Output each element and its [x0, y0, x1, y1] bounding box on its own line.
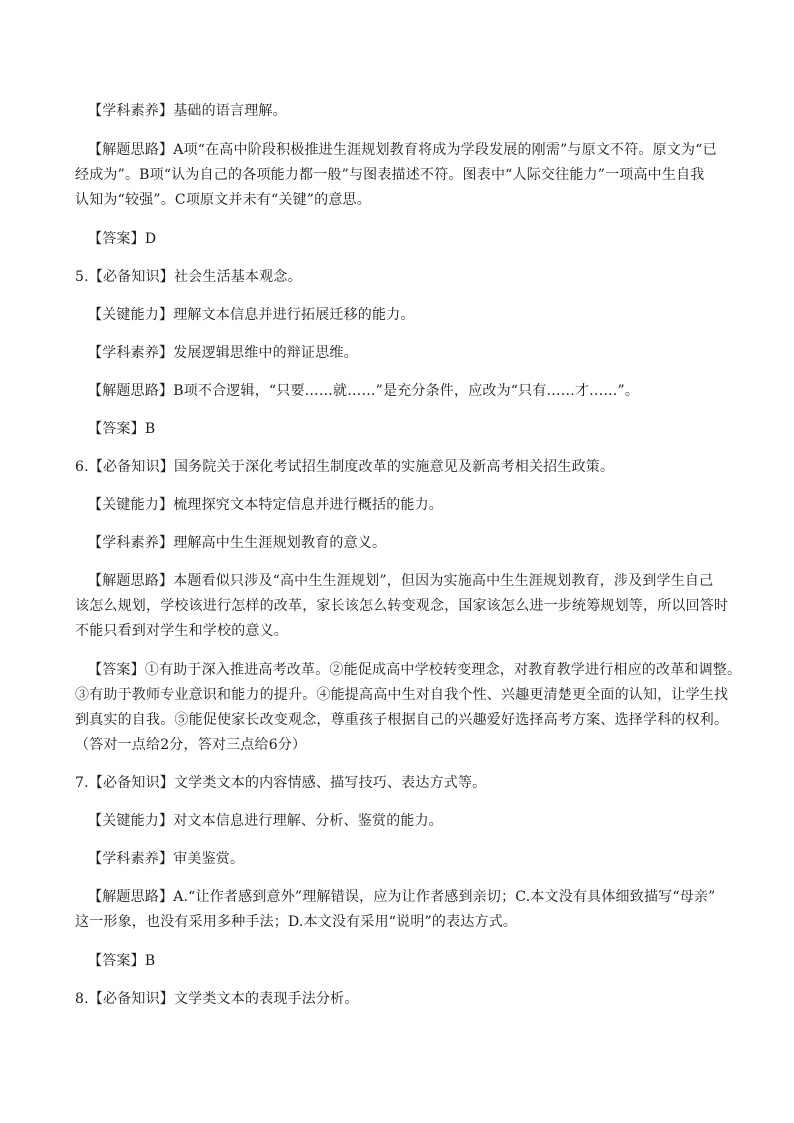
text-line: 【解题思路】A.“让作者感到意外”理解错误，应为让作者感到亲切；C.本文没有具体细致描写“母亲” — [88, 889, 716, 905]
text-line: 【答案】D — [88, 231, 157, 247]
text-line: 6.【必备知识】国务院关于深化考试招生制度改革的实施意见及新高考相关招生政策。 — [75, 459, 615, 475]
text-line: 8.【必备知识】文学类文本的表现手法分析。 — [75, 991, 359, 1007]
text-line: 【学科素养】发展逻辑思维中的辩证思维。 — [88, 345, 358, 361]
text-line: ③有助于教师专业意识和能力的提升。④能提高高中生对自我个性、兴趣更清楚更全面的认知，让学生找 — [75, 687, 729, 703]
text-line: （答对一点给2分，答对三点给6分） — [75, 737, 307, 753]
text-line: 该怎么规划，学校该进行怎样的改革，家长该怎么转变观念，国家该怎么进一步统筹规划等，所以回答时 — [75, 598, 729, 614]
text-line: 【答案】B — [88, 421, 156, 437]
text-line: 【关键能力】梳理探究文本特定信息并进行概括的能力。 — [88, 497, 444, 513]
text-line: 【学科素养】审美鉴赏。 — [88, 851, 245, 867]
text-line: 到真实的自我。⑤能促使家长改变观念，尊重孩子根据自己的兴趣爱好选择高考方案、选择学科的权利。 — [75, 712, 729, 728]
text-line: 【学科素养】基础的语言理解。 — [88, 103, 287, 119]
text-line: 【解题思路】A项“在高中阶段积极推进生涯规划教育将成为学段发展的刚需”与原文不符。原文为“已 — [88, 142, 717, 158]
text-line: 【答案】①有助于深入推进高考改革。②能促成高中学校转变理念，对教育教学进行相应的改革和调整。 — [88, 662, 742, 678]
text-line: 认知为“较强”。C项原文并未有“关键”的意思。 — [75, 192, 371, 208]
text-line: 5.【必备知识】社会生活基本观念。 — [75, 269, 302, 285]
text-line: 【解题思路】本题看似只涉及“高中生生涯规划”，但因为实施高中生生涯规划教育，涉及到学生自己 — [88, 573, 714, 589]
text-line: 【学科素养】理解高中生生涯规划教育的意义。 — [88, 535, 387, 551]
text-line: 【答案】B — [88, 953, 156, 969]
text-line: 【关键能力】理解文本信息并进行拓展迁移的能力。 — [88, 307, 415, 323]
text-line: 不能只看到对学生和学校的意义。 — [75, 623, 288, 639]
text-line: 7.【必备知识】文学类文本的内容情感、描写技巧、表达方式等。 — [75, 775, 487, 791]
text-line: 经成为”。B项“认为自己的各项能力都一般”与图表描述不符。图表中“人际交往能力”一项高中生自我 — [75, 167, 705, 183]
text-line: 【关键能力】对文本信息进行理解、分析、鉴赏的能力。 — [88, 813, 444, 829]
text-line: 这一形象，也没有采用多种手法；D.本文没有采用“说明”的表达方式。 — [75, 914, 518, 930]
text-line: 【解题思路】B项不合逻辑，“只要……就……”是充分条件，应改为“只有……才……”。 — [88, 383, 640, 399]
